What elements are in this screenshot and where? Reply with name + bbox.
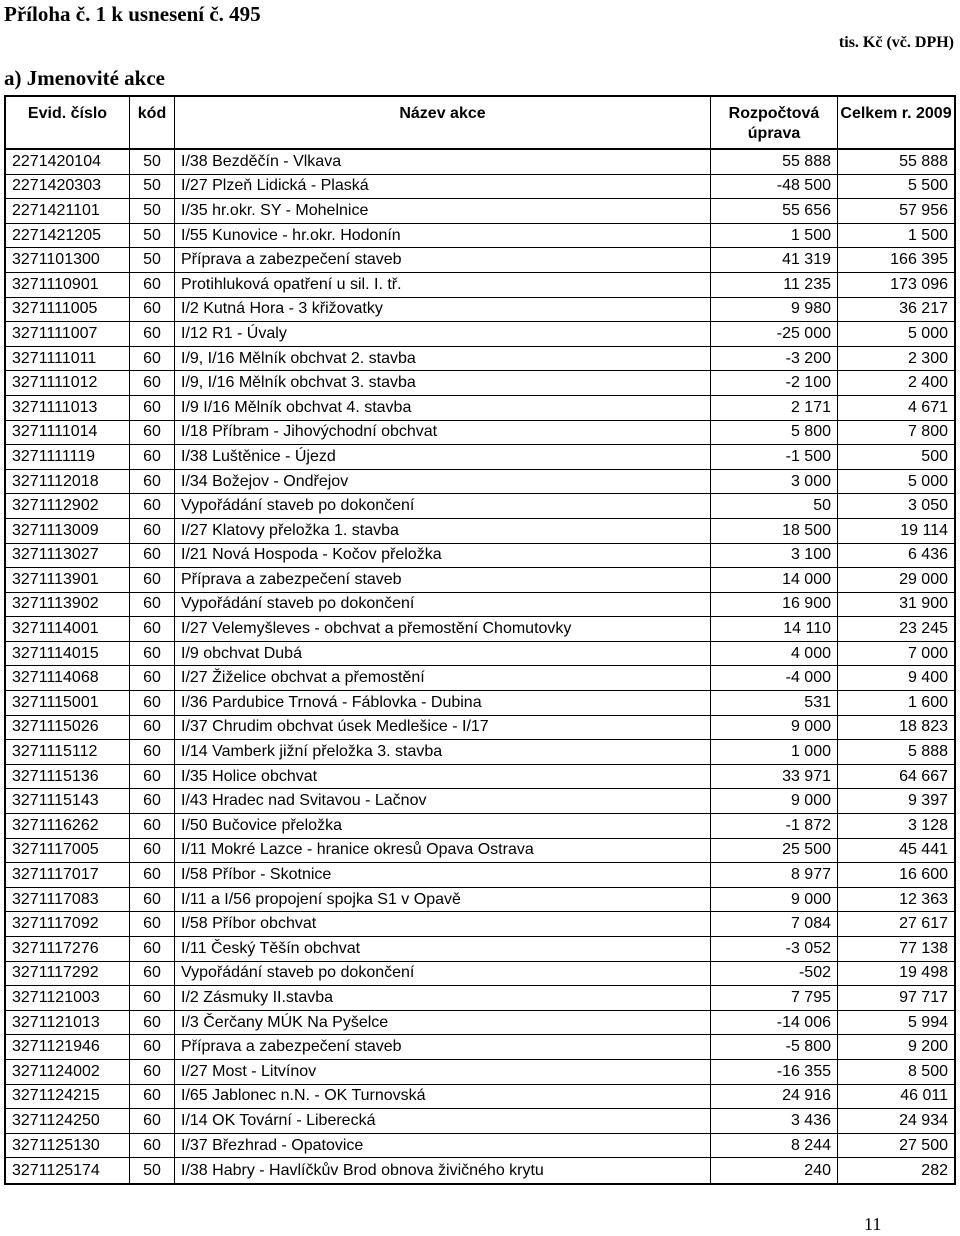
evid-cell: 3271114001	[6, 617, 130, 641]
evid-cell: 2271420104	[6, 150, 130, 174]
table-row	[6, 666, 954, 691]
kod-cell: 60	[130, 1011, 175, 1035]
name-cell: Příprava a zabezpečení staveb	[175, 1035, 711, 1059]
total-cell: 166 395	[890, 251, 948, 269]
budget-cell: -1 500	[711, 445, 838, 469]
table-row	[6, 568, 954, 593]
table-row	[6, 150, 954, 175]
kod-cell: 60	[130, 593, 175, 617]
evid-cell: 3271115026	[6, 716, 130, 740]
name-cell: Příprava a zabezpečení staveb	[175, 568, 711, 592]
name-cell: I/37 Chrudim obchvat úsek Medlešice - I/17	[175, 716, 711, 740]
budget-cell: 9 980	[711, 298, 838, 322]
budget-cell: 41 319	[711, 248, 838, 272]
evid-cell: 3271117005	[6, 839, 130, 863]
name-cell: I/34 Božejov - Ondřejov	[175, 470, 711, 494]
total-cell: 4 671	[907, 398, 948, 416]
budget-cell: 8 977	[711, 863, 838, 887]
total-cell: 7 000	[907, 644, 948, 662]
budget-cell: 7 795	[711, 986, 838, 1010]
name-cell: I/11 Český Těšín obchvat	[175, 937, 711, 961]
kod-cell: 50	[130, 224, 175, 248]
kod-cell: 60	[130, 470, 175, 494]
total-cell: 6 436	[907, 546, 948, 564]
total-cell: 27 617	[899, 915, 948, 933]
budget-cell: 50	[711, 494, 838, 518]
evid-cell: 3271115136	[6, 765, 130, 789]
total-cell: 46 011	[900, 1087, 948, 1105]
name-cell: I/43 Hradec nad Svitavou - Lačnov	[175, 789, 711, 813]
kod-cell: 60	[130, 1109, 175, 1133]
kod-cell: 50	[130, 1158, 175, 1183]
kod-cell: 60	[130, 1060, 175, 1084]
budget-cell: 9 000	[711, 888, 838, 912]
total-cell: 64 667	[899, 767, 948, 785]
name-cell: I/9 I/16 Mělník obchvat 4. stavba	[175, 396, 711, 420]
budget-cell: 14 110	[711, 617, 838, 641]
kod-cell: 60	[130, 273, 175, 297]
kod-cell: 60	[130, 1035, 175, 1059]
table-row	[6, 740, 954, 765]
table-row	[6, 1060, 954, 1085]
name-cell: I/2 Kutná Hora - 3 křižovatky	[175, 298, 711, 322]
kod-cell: 60	[130, 789, 175, 813]
kod-cell: 60	[130, 962, 175, 986]
name-cell: I/21 Nová Hospoda - Kočov přeložka	[175, 544, 711, 568]
total-cell: 3 050	[907, 497, 948, 515]
kod-cell: 60	[130, 371, 175, 395]
name-cell: I/38 Habry - Havlíčkův Brod obnova živičného krytu	[175, 1158, 711, 1183]
total-cell: 57 956	[899, 201, 948, 219]
kod-cell: 60	[130, 445, 175, 469]
budget-cell: 5 800	[711, 421, 838, 445]
name-cell: I/50 Bučovice přeložka	[175, 814, 711, 838]
table-row	[6, 371, 954, 396]
evid-cell: 3271110901	[6, 273, 130, 297]
evid-cell: 3271121946	[6, 1035, 130, 1059]
column-header-evid: Evid. číslo	[6, 97, 130, 148]
table-row	[6, 347, 954, 372]
budget-cell: 16 900	[711, 593, 838, 617]
table-row	[6, 544, 954, 569]
name-cell: I/38 Luštěnice - Újezd	[175, 445, 711, 469]
actions-table	[4, 95, 956, 1185]
name-cell: I/9, I/16 Mělník obchvat 3. stavba	[175, 371, 711, 395]
evid-cell: 3271113901	[6, 568, 130, 592]
kod-cell: 60	[130, 937, 175, 961]
table-row	[6, 789, 954, 814]
kod-cell: 60	[130, 568, 175, 592]
kod-cell: 60	[130, 691, 175, 715]
total-cell: 12 363	[899, 890, 948, 908]
name-cell: I/11 Mokré Lazce - hranice okresů Opava Ostrava	[175, 839, 711, 863]
evid-cell: 3271124215	[6, 1085, 130, 1109]
table-header	[6, 97, 954, 150]
kod-cell: 60	[130, 617, 175, 641]
budget-cell: 11 235	[711, 273, 838, 297]
name-cell: I/14 OK Tovární - Liberecká	[175, 1109, 711, 1133]
name-cell: I/9 obchvat Dubá	[175, 642, 711, 666]
name-cell: I/55 Kunovice - hr.okr. Hodonín	[175, 224, 711, 248]
table-row	[6, 863, 954, 888]
evid-cell: 3271117017	[6, 863, 130, 887]
total-cell: 8 500	[907, 1062, 948, 1080]
evid-cell: 3271111013	[6, 396, 130, 420]
kod-cell: 60	[130, 519, 175, 543]
evid-cell: 3271111119	[6, 445, 130, 469]
evid-cell: 3271101300	[6, 248, 130, 272]
budget-cell: -5 800	[711, 1035, 838, 1059]
name-cell: Vypořádání staveb po dokončení	[175, 593, 711, 617]
evid-cell: 3271113009	[6, 519, 130, 543]
name-cell: I/37 Březhrad - Opatovice	[175, 1134, 711, 1158]
table-row	[6, 617, 954, 642]
table-row	[6, 691, 954, 716]
total-cell: 16 600	[899, 866, 948, 884]
table-row	[6, 937, 954, 962]
evid-cell: 3271121013	[6, 1011, 130, 1035]
total-cell: 45 441	[899, 841, 948, 859]
budget-cell: -3 200	[711, 347, 838, 371]
table-row	[6, 470, 954, 495]
budget-cell: 2 171	[711, 396, 838, 420]
evid-cell: 3271124002	[6, 1060, 130, 1084]
budget-cell: -48 500	[711, 175, 838, 199]
table-row	[6, 273, 954, 298]
total-cell: 55 888	[899, 152, 948, 170]
name-cell: Protihluková opatření u sil. I. tř.	[175, 273, 711, 297]
evid-cell: 2271421205	[6, 224, 130, 248]
table-row	[6, 962, 954, 987]
table-row	[6, 839, 954, 864]
budget-cell: 18 500	[711, 519, 838, 543]
name-cell: I/9, I/16 Mělník obchvat 2. stavba	[175, 347, 711, 371]
budget-cell: 3 436	[711, 1109, 838, 1133]
column-header-name: Název akce	[175, 97, 711, 148]
name-cell: I/27 Most - Litvínov	[175, 1060, 711, 1084]
evid-cell: 3271111014	[6, 421, 130, 445]
name-cell: I/65 Jablonec n.N. - OK Turnovská	[175, 1085, 711, 1109]
budget-cell: 25 500	[711, 839, 838, 863]
budget-cell: 531	[711, 691, 838, 715]
total-cell: 5 994	[907, 1013, 948, 1031]
evid-cell: 3271111005	[6, 298, 130, 322]
budget-cell: -2 100	[711, 371, 838, 395]
total-cell: 3 128	[907, 816, 948, 834]
name-cell: I/35 Holice obchvat	[175, 765, 711, 789]
kod-cell: 50	[130, 199, 175, 223]
evid-cell: 3271113902	[6, 593, 130, 617]
page-number: 11	[864, 1214, 882, 1234]
total-cell: 18 823	[899, 718, 948, 736]
evid-cell: 3271117092	[6, 912, 130, 936]
kod-cell: 50	[130, 150, 175, 174]
table-row	[6, 445, 954, 470]
evid-cell: 3271115001	[6, 691, 130, 715]
table-row	[6, 716, 954, 741]
table-row	[6, 765, 954, 790]
column-header-total: Celkem r. 2009	[840, 105, 952, 122]
evid-cell: 3271117083	[6, 888, 130, 912]
table-row	[6, 1035, 954, 1060]
table-row	[6, 248, 954, 273]
total-cell: 7 800	[907, 423, 948, 441]
section-subtitle: a) Jmenovité akce	[4, 66, 165, 90]
total-cell: 5 000	[907, 472, 948, 490]
budget-cell: 1 500	[711, 224, 838, 248]
table-row	[6, 199, 954, 224]
evid-cell: 3271125174	[6, 1158, 130, 1183]
budget-cell: 4 000	[711, 642, 838, 666]
evid-cell: 3271124250	[6, 1109, 130, 1133]
kod-cell: 60	[130, 396, 175, 420]
budget-cell: 3 100	[711, 544, 838, 568]
budget-cell: -3 052	[711, 937, 838, 961]
kod-cell: 60	[130, 765, 175, 789]
name-cell: I/27 Velemyšleves - obchvat a přemostění Chomutovky	[175, 617, 711, 641]
kod-cell: 60	[130, 912, 175, 936]
name-cell: I/12 R1 - Úvaly	[175, 322, 711, 346]
kod-cell: 60	[130, 888, 175, 912]
kod-cell: 60	[130, 421, 175, 445]
total-cell: 9 200	[907, 1038, 948, 1056]
table-row	[6, 642, 954, 667]
budget-cell: -25 000	[711, 322, 838, 346]
total-cell: 27 500	[899, 1136, 948, 1154]
kod-cell: 60	[130, 863, 175, 887]
table-row	[6, 888, 954, 913]
budget-cell: 55 888	[711, 150, 838, 174]
kod-cell: 60	[130, 347, 175, 371]
table-row	[6, 494, 954, 519]
total-cell: 1 600	[907, 693, 948, 711]
table-row	[6, 175, 954, 200]
table-row	[6, 1158, 954, 1183]
kod-cell: 60	[130, 322, 175, 346]
name-cell: Vypořádání staveb po dokončení	[175, 962, 711, 986]
name-cell: Příprava a zabezpečení staveb	[175, 248, 711, 272]
budget-cell: 33 971	[711, 765, 838, 789]
kod-cell: 50	[130, 248, 175, 272]
total-cell: 19 114	[900, 521, 948, 539]
total-cell: 5 500	[907, 177, 948, 195]
name-cell: I/27 Klatovy přeložka 1. stavba	[175, 519, 711, 543]
budget-cell: -502	[711, 962, 838, 986]
evid-cell: 3271121003	[6, 986, 130, 1010]
kod-cell: 60	[130, 666, 175, 690]
kod-cell: 60	[130, 1085, 175, 1109]
budget-cell: -16 355	[711, 1060, 838, 1084]
name-cell: I/58 Příbor - Skotnice	[175, 863, 711, 887]
budget-cell: 1 000	[711, 740, 838, 764]
total-cell: 2 400	[907, 374, 948, 392]
total-cell: 97 717	[899, 988, 948, 1006]
name-cell: I/36 Pardubice Trnová - Fáblovka - Dubina	[175, 691, 711, 715]
kod-cell: 60	[130, 740, 175, 764]
table-row	[6, 912, 954, 937]
name-cell: I/11 a I/56 propojení spojka S1 v Opavě	[175, 888, 711, 912]
budget-cell: 8 244	[711, 1134, 838, 1158]
name-cell: I/27 Plzeň Lidická - Plaská	[175, 175, 711, 199]
kod-cell: 60	[130, 986, 175, 1010]
evid-cell: 3271115112	[6, 740, 130, 764]
total-cell: 9 400	[907, 669, 948, 687]
evid-cell: 2271420303	[6, 175, 130, 199]
evid-cell: 3271111012	[6, 371, 130, 395]
total-cell: 23 245	[899, 620, 948, 638]
table-row	[6, 986, 954, 1011]
evid-cell: 3271117292	[6, 962, 130, 986]
budget-cell: 240	[711, 1158, 838, 1183]
column-header-kod: kód	[130, 97, 175, 148]
table-row	[6, 1011, 954, 1036]
name-cell: I/38 Bezděčín - Vlkava	[175, 150, 711, 174]
total-cell: 5 000	[907, 324, 948, 342]
name-cell: I/14 Vamberk jižní přeložka 3. stavba	[175, 740, 711, 764]
total-cell: 19 498	[899, 964, 948, 982]
kod-cell: 60	[130, 298, 175, 322]
document-title: Příloha č. 1 k usnesení č. 495	[4, 2, 261, 26]
name-cell: Vypořádání staveb po dokončení	[175, 494, 711, 518]
budget-cell: 14 000	[711, 568, 838, 592]
budget-cell: 24 916	[711, 1085, 838, 1109]
total-cell: 2 300	[907, 349, 948, 367]
name-cell: I/2 Zásmuky II.stavba	[175, 986, 711, 1010]
total-cell: 36 217	[899, 300, 948, 318]
budget-cell: 9 000	[711, 716, 838, 740]
table-row	[6, 1109, 954, 1134]
total-cell: 24 934	[899, 1111, 948, 1129]
name-cell: I/3 Čerčany MÚK Na Pyšelce	[175, 1011, 711, 1035]
name-cell: I/35 hr.okr. SY - Mohelnice	[175, 199, 711, 223]
name-cell: I/58 Příbor obchvat	[175, 912, 711, 936]
kod-cell: 60	[130, 839, 175, 863]
table-row	[6, 396, 954, 421]
evid-cell: 3271113027	[6, 544, 130, 568]
table-row	[6, 519, 954, 544]
budget-cell: 55 656	[711, 199, 838, 223]
budget-cell: -1 872	[711, 814, 838, 838]
table-body	[6, 150, 954, 1183]
kod-cell: 60	[130, 642, 175, 666]
table-row	[6, 421, 954, 446]
kod-cell: 60	[130, 716, 175, 740]
kod-cell: 60	[130, 814, 175, 838]
budget-cell: -14 006	[711, 1011, 838, 1035]
evid-cell: 2271421101	[6, 199, 130, 223]
budget-cell: 7 084	[711, 912, 838, 936]
evid-cell: 3271111007	[6, 322, 130, 346]
kod-cell: 50	[130, 175, 175, 199]
total-cell: 173 096	[890, 275, 948, 293]
kod-cell: 60	[130, 544, 175, 568]
table-row	[6, 298, 954, 323]
budget-cell: -4 000	[711, 666, 838, 690]
name-cell: I/27 Žiželice obchvat a přemostění	[175, 666, 711, 690]
column-header-budget: Rozpočtová úprava	[711, 97, 838, 148]
total-cell: 5 888	[907, 743, 948, 761]
table-row	[6, 814, 954, 839]
total-cell: 500	[921, 447, 948, 465]
budget-cell: 3 000	[711, 470, 838, 494]
name-cell: I/18 Příbram - Jihovýchodní obchvat	[175, 421, 711, 445]
total-cell: 1 500	[907, 226, 948, 244]
evid-cell: 3271115143	[6, 789, 130, 813]
table-row	[6, 593, 954, 618]
kod-cell: 60	[130, 1134, 175, 1158]
evid-cell: 3271112902	[6, 494, 130, 518]
currency-note: tis. Kč (vč. DPH)	[838, 34, 954, 51]
total-cell: 9 397	[907, 792, 948, 810]
evid-cell: 3271111011	[6, 347, 130, 371]
total-cell: 31 900	[899, 595, 948, 613]
evid-cell: 3271112018	[6, 470, 130, 494]
total-cell: 282	[921, 1161, 948, 1179]
table-row	[6, 1134, 954, 1159]
table-row	[6, 224, 954, 249]
table-row	[6, 1085, 954, 1110]
budget-cell: 9 000	[711, 789, 838, 813]
evid-cell: 3271117276	[6, 937, 130, 961]
evid-cell: 3271114068	[6, 666, 130, 690]
total-cell: 77 138	[899, 939, 948, 957]
total-cell: 29 000	[899, 570, 948, 588]
table-row	[6, 322, 954, 347]
evid-cell: 3271114015	[6, 642, 130, 666]
evid-cell: 3271125130	[6, 1134, 130, 1158]
evid-cell: 3271116262	[6, 814, 130, 838]
kod-cell: 60	[130, 494, 175, 518]
